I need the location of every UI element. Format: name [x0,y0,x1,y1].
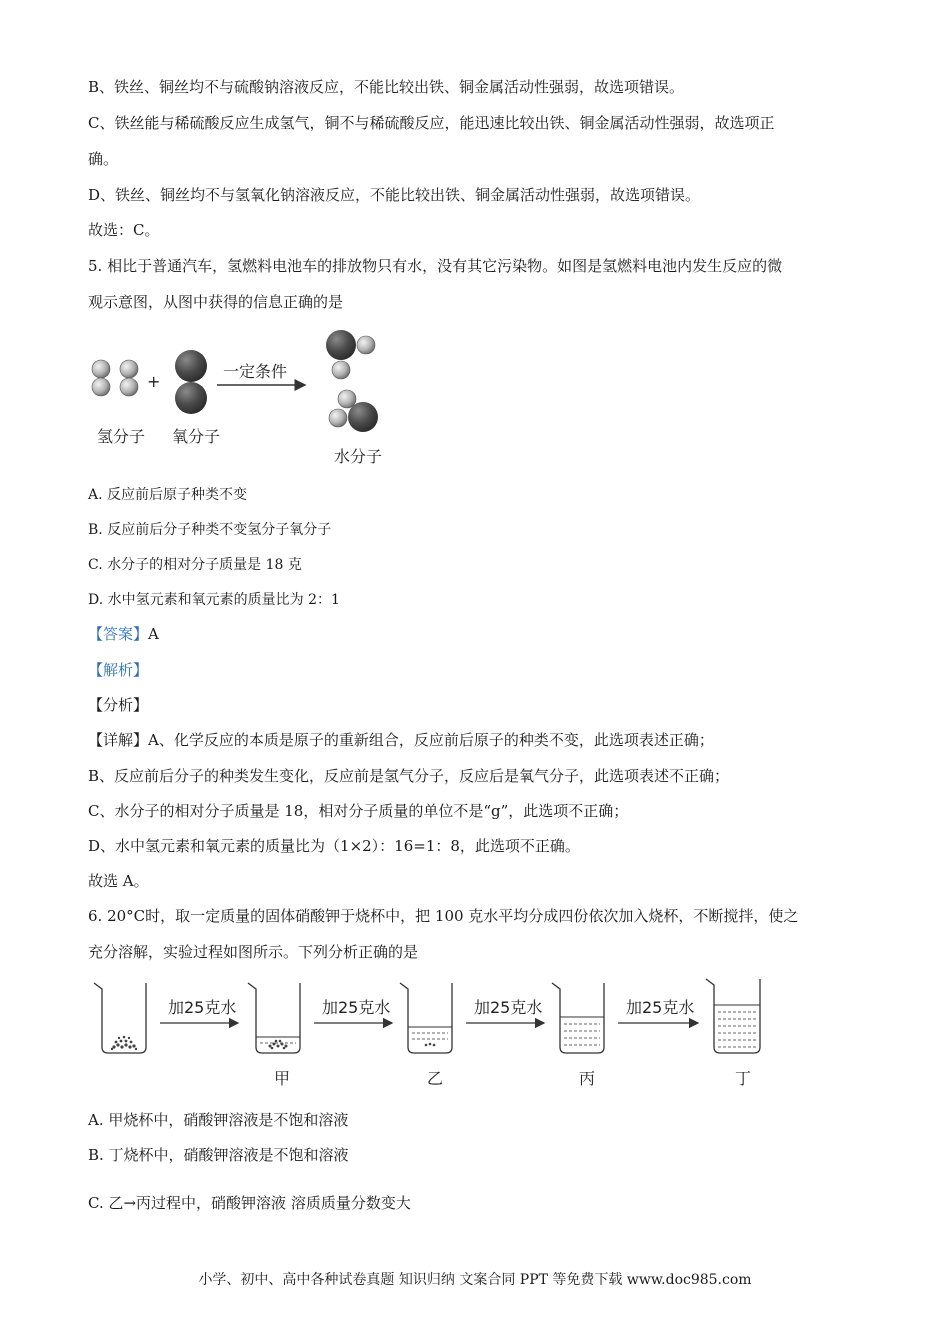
detail-text: A、化学反应的本质是原子的重新组合，反应前后原子的种类不变，此选项表述正确； [148,731,714,749]
reaction-condition: 一定条件 [223,362,288,381]
beaker-ding [706,979,760,1053]
detail-line: D、水中氢元素和氧元素的质量比为（1×2）：16=1：8，此选项不正确。 [88,837,580,855]
question-6-stem: 充分溶解，实验过程如图所示。下列分析正确的是 [88,943,419,961]
beaker-jia [248,983,300,1053]
question-5-stem: 观示意图，从图中获得的信息正确的是 [88,293,344,311]
water-molecule [329,390,378,432]
add-water-label: 加25克水 [168,998,237,1017]
water-label: 水分子 [334,447,383,466]
analysis-tag: 【解析】 [88,661,149,679]
answer-tag: 【答案】 [88,625,149,643]
oxygen-molecule [175,350,207,414]
beaker-diagram [88,975,788,1075]
option-b: B. 反应前后分子种类不变氢分子氧分子 [88,522,332,538]
option-a: A. 甲烧杯中，硝酸钾溶液是不饱和溶液 [88,1111,349,1129]
add-water-label: 加25克水 [322,998,391,1017]
text-line: 故选：C。 [88,221,160,239]
hydrogen-molecule [120,360,138,396]
page-footer: 小学、初中、高中各种试卷真题 知识归纳 文案合同 PPT 等免费下载 www.doc985.com [198,1272,752,1288]
beaker-label-jia: 甲 [274,1069,291,1088]
oxygen-label: 氧分子 [172,427,221,446]
detail-tag: 【详解】 [88,731,149,749]
question-6-stem: 6. 20°C时，取一定质量的固体硝酸钾于烧杯中，把 100 克水平均分成四份依次加入烧杯，不断搅拌，使之 [88,907,799,925]
option-d: D. 水中氢元素和氧元素的质量比为 2：1 [88,592,340,608]
text-line: B、铁丝、铜丝均不与硫酸钠溶液反应，不能比较出铁、铜金属活动性强弱，故选项错误。 [88,78,685,96]
hydrogen-label: 氢分子 [97,427,146,446]
detail-line: B、反应前后分子的种类发生变化，反应前是氢气分子，反应后是氧气分子，此选项表述不正确； [88,767,730,785]
question-5-stem: 5. 相比于普通汽车，氢燃料电池车的排放物只有水，没有其它污染物。如图是氢燃料电池内发生反应的微 [88,257,783,275]
option-c: C. 水分子的相对分子质量是 18 克 [88,557,302,573]
beaker-label-ding: 丁 [735,1069,752,1088]
detail-line [88,730,714,750]
add-water-label: 加25克水 [474,998,543,1017]
water-molecule [326,330,375,379]
text-line: C、铁丝能与稀硫酸反应生成氢气，铜不与稀硫酸反应，能迅速比较出铁、铜金属活动性强弱，故选项正 [88,114,775,132]
option-c: C. 乙→丙过程中，硝酸钾溶液 溶质质量分数变大 [88,1194,411,1212]
detail-line: C、水分子的相对分子质量是 18，相对分子质量的单位不是“g”，此选项不正确； [88,802,629,820]
answer-line [88,624,159,644]
beaker-initial [94,983,146,1053]
hydrogen-molecule [92,360,110,396]
text-line: 确。 [88,150,119,168]
beaker-label-yi: 乙 [427,1069,444,1088]
answer-value: A [148,625,159,643]
detail-line: 故选 A。 [88,872,149,890]
option-a: A. 反应前后原子种类不变 [88,487,248,503]
plus-sign: + [147,372,161,391]
beaker-yi [400,983,452,1053]
fenxi-tag: 【分析】 [88,696,149,714]
add-water-label: 加25克水 [626,998,695,1017]
option-b: B. 丁烧杯中，硝酸钾溶液是不饱和溶液 [88,1146,349,1164]
beaker-label-bing: 丙 [579,1069,596,1088]
beaker-bing [552,983,604,1053]
text-line: D、铁丝、铜丝均不与氢氧化钠溶液反应，不能比较出铁、铜金属活动性强弱，故选项错误。 [88,186,701,204]
